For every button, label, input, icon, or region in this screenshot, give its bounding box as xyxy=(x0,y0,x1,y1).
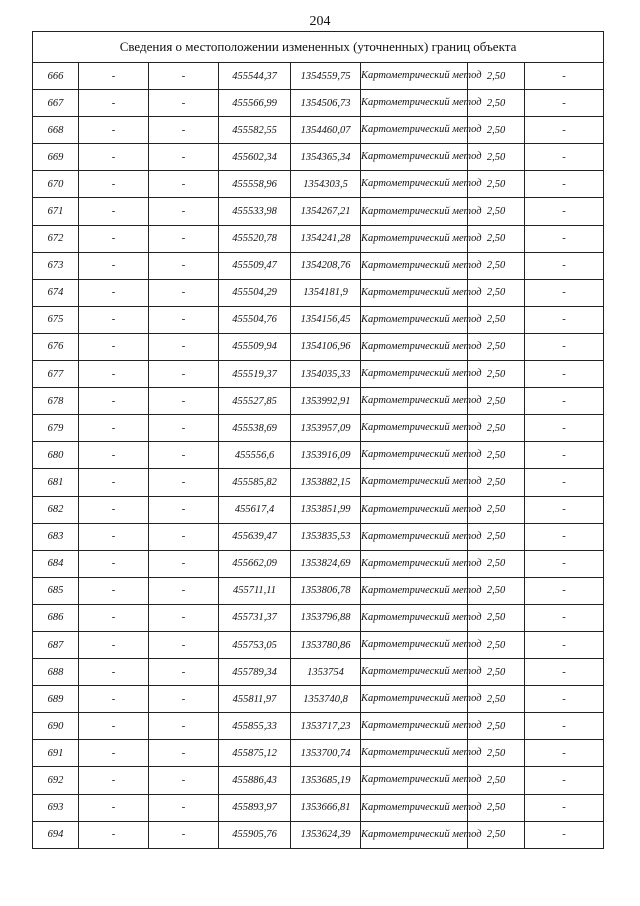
y-coordinate-cell: 1353754 xyxy=(291,659,361,686)
description-cell: - xyxy=(525,631,604,658)
method-cell: Картометрический метод xyxy=(361,713,468,740)
empty-x-cell: - xyxy=(79,171,149,198)
empty-y-cell: - xyxy=(149,821,219,848)
method-cell: Картометрический метод xyxy=(361,659,468,686)
empty-x-cell: - xyxy=(79,306,149,333)
empty-y-cell: - xyxy=(149,496,219,523)
description-cell: - xyxy=(525,550,604,577)
coordinates-table xyxy=(32,31,604,849)
y-coordinate-cell: 1353685,19 xyxy=(291,767,361,794)
y-coordinate-cell: 1353992,91 xyxy=(291,388,361,415)
description-cell: - xyxy=(525,686,604,713)
empty-x-cell: - xyxy=(79,361,149,388)
point-number-cell: 692 xyxy=(33,767,79,794)
description-cell: - xyxy=(525,63,604,90)
method-cell: Картометрический метод xyxy=(361,117,468,144)
y-coordinate-cell: 1354181,9 xyxy=(291,279,361,306)
x-coordinate-cell: 455544,37 xyxy=(219,63,291,90)
y-coordinate-cell: 1353700,74 xyxy=(291,740,361,767)
precision-cell: 2,50 xyxy=(468,686,525,713)
precision-cell: 2,50 xyxy=(468,604,525,631)
y-coordinate-cell: 1353806,78 xyxy=(291,577,361,604)
x-coordinate-cell: 455893,97 xyxy=(219,794,291,821)
point-number-cell: 668 xyxy=(33,117,79,144)
point-number-cell: 683 xyxy=(33,523,79,550)
method-cell: Картометрический метод xyxy=(361,63,468,90)
point-number-cell: 679 xyxy=(33,415,79,442)
x-coordinate-cell: 455566,99 xyxy=(219,90,291,117)
method-cell: Картометрический метод xyxy=(361,279,468,306)
empty-y-cell: - xyxy=(149,442,219,469)
table-row xyxy=(33,604,604,631)
x-coordinate-cell: 455789,34 xyxy=(219,659,291,686)
precision-cell: 2,50 xyxy=(468,740,525,767)
precision-cell: 2,50 xyxy=(468,794,525,821)
method-cell: Картометрический метод xyxy=(361,767,468,794)
empty-y-cell: - xyxy=(149,252,219,279)
method-cell: Картометрический метод xyxy=(361,794,468,821)
table-row xyxy=(33,198,604,225)
point-number-cell: 672 xyxy=(33,225,79,252)
method-cell: Картометрический метод xyxy=(361,306,468,333)
x-coordinate-cell: 455509,94 xyxy=(219,333,291,360)
empty-x-cell: - xyxy=(79,740,149,767)
point-number-cell: 681 xyxy=(33,469,79,496)
empty-y-cell: - xyxy=(149,225,219,252)
precision-cell: 2,50 xyxy=(468,171,525,198)
x-coordinate-cell: 455886,43 xyxy=(219,767,291,794)
y-coordinate-cell: 1353835,53 xyxy=(291,523,361,550)
table-row xyxy=(33,577,604,604)
table-row xyxy=(33,442,604,469)
y-coordinate-cell: 1353796,88 xyxy=(291,604,361,631)
empty-x-cell: - xyxy=(79,225,149,252)
precision-cell: 2,50 xyxy=(468,550,525,577)
x-coordinate-cell: 455617,4 xyxy=(219,496,291,523)
precision-cell: 2,50 xyxy=(468,198,525,225)
table-row xyxy=(33,659,604,686)
y-coordinate-cell: 1353780,86 xyxy=(291,631,361,658)
table-row xyxy=(33,415,604,442)
x-coordinate-cell: 455582,55 xyxy=(219,117,291,144)
table-row xyxy=(33,794,604,821)
table-row xyxy=(33,252,604,279)
method-cell: Картометрический метод xyxy=(361,90,468,117)
table-row xyxy=(33,225,604,252)
empty-x-cell: - xyxy=(79,821,149,848)
empty-x-cell: - xyxy=(79,713,149,740)
empty-x-cell: - xyxy=(79,90,149,117)
method-cell: Картометрический метод xyxy=(361,604,468,631)
table-row xyxy=(33,821,604,848)
precision-cell: 2,50 xyxy=(468,117,525,144)
description-cell: - xyxy=(525,388,604,415)
x-coordinate-cell: 455811,97 xyxy=(219,686,291,713)
point-number-cell: 687 xyxy=(33,631,79,658)
point-number-cell: 674 xyxy=(33,279,79,306)
point-number-cell: 677 xyxy=(33,361,79,388)
precision-cell: 2,50 xyxy=(468,361,525,388)
empty-x-cell: - xyxy=(79,659,149,686)
y-coordinate-cell: 1353740,8 xyxy=(291,686,361,713)
y-coordinate-cell: 1354035,33 xyxy=(291,361,361,388)
method-cell: Картометрический метод xyxy=(361,252,468,279)
x-coordinate-cell: 455585,82 xyxy=(219,469,291,496)
x-coordinate-cell: 455875,12 xyxy=(219,740,291,767)
empty-y-cell: - xyxy=(149,577,219,604)
precision-cell: 2,50 xyxy=(468,63,525,90)
x-coordinate-cell: 455533,98 xyxy=(219,198,291,225)
method-cell: Картометрический метод xyxy=(361,821,468,848)
empty-y-cell: - xyxy=(149,198,219,225)
point-number-cell: 667 xyxy=(33,90,79,117)
description-cell: - xyxy=(525,577,604,604)
description-cell: - xyxy=(525,198,604,225)
description-cell: - xyxy=(525,144,604,171)
empty-x-cell: - xyxy=(79,631,149,658)
empty-y-cell: - xyxy=(149,279,219,306)
empty-x-cell: - xyxy=(79,388,149,415)
page-number: 204 xyxy=(309,14,331,29)
precision-cell: 2,50 xyxy=(468,388,525,415)
point-number-cell: 691 xyxy=(33,740,79,767)
description-cell: - xyxy=(525,604,604,631)
point-number-cell: 680 xyxy=(33,442,79,469)
precision-cell: 2,50 xyxy=(468,767,525,794)
method-cell: Картометрический метод xyxy=(361,631,468,658)
table-row xyxy=(33,144,604,171)
y-coordinate-cell: 1353882,15 xyxy=(291,469,361,496)
point-number-cell: 673 xyxy=(33,252,79,279)
description-cell: - xyxy=(525,713,604,740)
description-cell: - xyxy=(525,767,604,794)
method-cell: Картометрический метод xyxy=(361,225,468,252)
method-cell: Картометрический метод xyxy=(361,469,468,496)
table-row xyxy=(33,117,604,144)
method-cell: Картометрический метод xyxy=(361,415,468,442)
point-number-cell: 694 xyxy=(33,821,79,848)
precision-cell: 2,50 xyxy=(468,713,525,740)
empty-x-cell: - xyxy=(79,63,149,90)
description-cell: - xyxy=(525,279,604,306)
table-row xyxy=(33,90,604,117)
table-row xyxy=(33,631,604,658)
empty-y-cell: - xyxy=(149,713,219,740)
y-coordinate-cell: 1354267,21 xyxy=(291,198,361,225)
description-cell: - xyxy=(525,252,604,279)
method-cell: Картометрический метод xyxy=(361,577,468,604)
x-coordinate-cell: 455538,69 xyxy=(219,415,291,442)
x-coordinate-cell: 455662,09 xyxy=(219,550,291,577)
y-coordinate-cell: 1354241,28 xyxy=(291,225,361,252)
table-row xyxy=(33,361,604,388)
empty-x-cell: - xyxy=(79,469,149,496)
method-cell: Картометрический метод xyxy=(361,686,468,713)
table-row xyxy=(33,63,604,90)
point-number-cell: 685 xyxy=(33,577,79,604)
x-coordinate-cell: 455753,05 xyxy=(219,631,291,658)
precision-cell: 2,50 xyxy=(468,415,525,442)
description-cell: - xyxy=(525,333,604,360)
y-coordinate-cell: 1353957,09 xyxy=(291,415,361,442)
point-number-cell: 690 xyxy=(33,713,79,740)
empty-y-cell: - xyxy=(149,63,219,90)
x-coordinate-cell: 455520,78 xyxy=(219,225,291,252)
table-row xyxy=(33,740,604,767)
precision-cell: 2,50 xyxy=(468,577,525,604)
y-coordinate-cell: 1354303,5 xyxy=(291,171,361,198)
empty-x-cell: - xyxy=(79,442,149,469)
x-coordinate-cell: 455509,47 xyxy=(219,252,291,279)
empty-y-cell: - xyxy=(149,794,219,821)
method-cell: Картометрический метод xyxy=(361,361,468,388)
empty-x-cell: - xyxy=(79,604,149,631)
description-cell: - xyxy=(525,171,604,198)
precision-cell: 2,50 xyxy=(468,225,525,252)
precision-cell: 2,50 xyxy=(468,279,525,306)
x-coordinate-cell: 455558,96 xyxy=(219,171,291,198)
x-coordinate-cell: 455519,37 xyxy=(219,361,291,388)
y-coordinate-cell: 1354106,96 xyxy=(291,333,361,360)
y-coordinate-cell: 1353824,69 xyxy=(291,550,361,577)
empty-y-cell: - xyxy=(149,361,219,388)
empty-y-cell: - xyxy=(149,523,219,550)
empty-y-cell: - xyxy=(149,117,219,144)
table-title-row xyxy=(33,32,604,63)
empty-y-cell: - xyxy=(149,333,219,360)
table-title: Сведения о местоположении измененных (уточненных) границ объекта xyxy=(33,32,604,63)
x-coordinate-cell: 455731,37 xyxy=(219,604,291,631)
y-coordinate-cell: 1354559,75 xyxy=(291,63,361,90)
empty-x-cell: - xyxy=(79,333,149,360)
empty-y-cell: - xyxy=(149,469,219,496)
x-coordinate-cell: 455855,33 xyxy=(219,713,291,740)
precision-cell: 2,50 xyxy=(468,306,525,333)
point-number-cell: 671 xyxy=(33,198,79,225)
point-number-cell: 678 xyxy=(33,388,79,415)
point-number-cell: 676 xyxy=(33,333,79,360)
description-cell: - xyxy=(525,415,604,442)
empty-x-cell: - xyxy=(79,794,149,821)
table-row xyxy=(33,496,604,523)
table-row xyxy=(33,279,604,306)
x-coordinate-cell: 455527,85 xyxy=(219,388,291,415)
empty-y-cell: - xyxy=(149,659,219,686)
empty-x-cell: - xyxy=(79,198,149,225)
y-coordinate-cell: 1353851,99 xyxy=(291,496,361,523)
table-row xyxy=(33,713,604,740)
point-number-cell: 686 xyxy=(33,604,79,631)
description-cell: - xyxy=(525,523,604,550)
x-coordinate-cell: 455905,76 xyxy=(219,821,291,848)
empty-y-cell: - xyxy=(149,550,219,577)
y-coordinate-cell: 1354208,76 xyxy=(291,252,361,279)
empty-x-cell: - xyxy=(79,686,149,713)
y-coordinate-cell: 1353717,23 xyxy=(291,713,361,740)
point-number-cell: 684 xyxy=(33,550,79,577)
description-cell: - xyxy=(525,442,604,469)
description-cell: - xyxy=(525,225,604,252)
empty-y-cell: - xyxy=(149,767,219,794)
point-number-cell: 666 xyxy=(33,63,79,90)
y-coordinate-cell: 1354506,73 xyxy=(291,90,361,117)
method-cell: Картометрический метод xyxy=(361,442,468,469)
empty-y-cell: - xyxy=(149,686,219,713)
empty-x-cell: - xyxy=(79,523,149,550)
x-coordinate-cell: 455711,11 xyxy=(219,577,291,604)
precision-cell: 2,50 xyxy=(468,442,525,469)
y-coordinate-cell: 1353624,39 xyxy=(291,821,361,848)
y-coordinate-cell: 1354365,34 xyxy=(291,144,361,171)
description-cell: - xyxy=(525,821,604,848)
description-cell: - xyxy=(525,659,604,686)
empty-x-cell: - xyxy=(79,252,149,279)
x-coordinate-cell: 455639,47 xyxy=(219,523,291,550)
empty-x-cell: - xyxy=(79,415,149,442)
x-coordinate-cell: 455504,29 xyxy=(219,279,291,306)
description-cell: - xyxy=(525,740,604,767)
description-cell: - xyxy=(525,90,604,117)
empty-y-cell: - xyxy=(149,631,219,658)
y-coordinate-cell: 1354460,07 xyxy=(291,117,361,144)
method-cell: Картометрический метод xyxy=(361,388,468,415)
method-cell: Картометрический метод xyxy=(361,171,468,198)
table-row xyxy=(33,686,604,713)
empty-x-cell: - xyxy=(79,577,149,604)
table-row xyxy=(33,550,604,577)
precision-cell: 2,50 xyxy=(468,333,525,360)
empty-x-cell: - xyxy=(79,496,149,523)
x-coordinate-cell: 455602,34 xyxy=(219,144,291,171)
point-number-cell: 688 xyxy=(33,659,79,686)
method-cell: Картометрический метод xyxy=(361,333,468,360)
empty-x-cell: - xyxy=(79,279,149,306)
table-row xyxy=(33,171,604,198)
y-coordinate-cell: 1353666,81 xyxy=(291,794,361,821)
empty-x-cell: - xyxy=(79,767,149,794)
description-cell: - xyxy=(525,117,604,144)
precision-cell: 2,50 xyxy=(468,523,525,550)
table-row xyxy=(33,767,604,794)
empty-y-cell: - xyxy=(149,740,219,767)
description-cell: - xyxy=(525,496,604,523)
method-cell: Картометрический метод xyxy=(361,550,468,577)
empty-y-cell: - xyxy=(149,144,219,171)
precision-cell: 2,50 xyxy=(468,496,525,523)
table-row xyxy=(33,333,604,360)
table-row xyxy=(33,388,604,415)
empty-x-cell: - xyxy=(79,550,149,577)
method-cell: Картометрический метод xyxy=(361,144,468,171)
empty-y-cell: - xyxy=(149,604,219,631)
empty-y-cell: - xyxy=(149,90,219,117)
table-row xyxy=(33,523,604,550)
point-number-cell: 675 xyxy=(33,306,79,333)
empty-x-cell: - xyxy=(79,117,149,144)
empty-y-cell: - xyxy=(149,415,219,442)
point-number-cell: 689 xyxy=(33,686,79,713)
point-number-cell: 670 xyxy=(33,171,79,198)
precision-cell: 2,50 xyxy=(468,631,525,658)
table-row xyxy=(33,469,604,496)
method-cell: Картометрический метод xyxy=(361,198,468,225)
y-coordinate-cell: 1354156,45 xyxy=(291,306,361,333)
precision-cell: 2,50 xyxy=(468,469,525,496)
method-cell: Картометрический метод xyxy=(361,496,468,523)
precision-cell: 2,50 xyxy=(468,144,525,171)
y-coordinate-cell: 1353916,09 xyxy=(291,442,361,469)
precision-cell: 2,50 xyxy=(468,659,525,686)
method-cell: Картометрический метод xyxy=(361,740,468,767)
description-cell: - xyxy=(525,469,604,496)
empty-y-cell: - xyxy=(149,171,219,198)
description-cell: - xyxy=(525,794,604,821)
empty-x-cell: - xyxy=(79,144,149,171)
table-row xyxy=(33,306,604,333)
x-coordinate-cell: 455556,6 xyxy=(219,442,291,469)
description-cell: - xyxy=(525,306,604,333)
precision-cell: 2,50 xyxy=(468,252,525,279)
description-cell: - xyxy=(525,361,604,388)
method-cell: Картометрический метод xyxy=(361,523,468,550)
point-number-cell: 693 xyxy=(33,794,79,821)
point-number-cell: 669 xyxy=(33,144,79,171)
precision-cell: 2,50 xyxy=(468,821,525,848)
empty-y-cell: - xyxy=(149,388,219,415)
precision-cell: 2,50 xyxy=(468,90,525,117)
x-coordinate-cell: 455504,76 xyxy=(219,306,291,333)
empty-y-cell: - xyxy=(149,306,219,333)
point-number-cell: 682 xyxy=(33,496,79,523)
